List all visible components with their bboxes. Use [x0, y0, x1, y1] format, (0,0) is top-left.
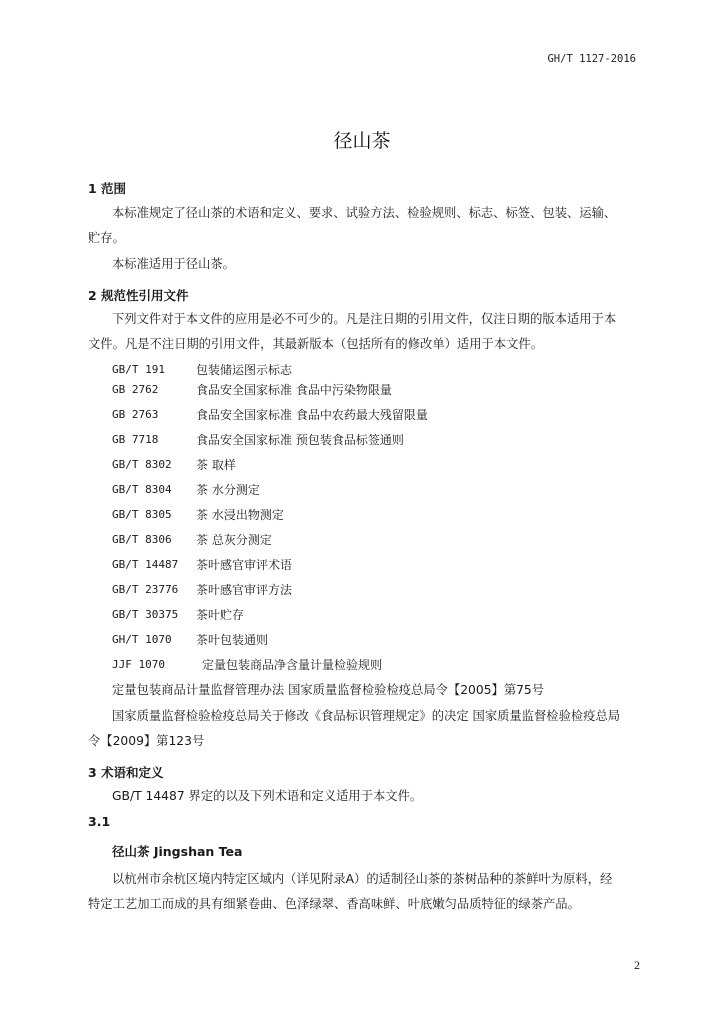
page-title: 径山茶 [333, 130, 391, 152]
reference-code: GB/T 8306 [112, 533, 172, 546]
section-1-heading: 1 范围 [88, 181, 127, 196]
reference-title: 茶叶感官审评方法 [196, 583, 293, 597]
reference-code: GB/T 14487 [112, 558, 179, 571]
reference-title: 食品安全国家标准 食品中农药最大残留限量 [196, 408, 428, 422]
document-code: GH/T 1127-2016 [547, 53, 636, 65]
reference-code: JJF 1070 [112, 658, 165, 671]
section-2-heading: 2 规范性引用文件 [88, 288, 189, 303]
reference-title: 包装储运图示标志 [196, 363, 293, 377]
reference-code: GB/T 191 [112, 363, 165, 376]
reference-code: GB 2763 [112, 408, 159, 421]
reference-title: 食品安全国家标准 食品中污染物限量 [196, 383, 392, 397]
reference-title: 茶 水分测定 [196, 483, 260, 497]
reference-code: GB/T 8302 [112, 458, 172, 471]
reference-code: GB/T 23776 [112, 583, 179, 596]
page-number: 2 [634, 958, 640, 972]
section-3-intro: GB/T 14487 界定的以及下列术语和定义适用于本文件。 [112, 789, 423, 803]
reference-title: 定量包装商品净含量计量检验规则 [202, 658, 383, 672]
reference-title: 茶 总灰分测定 [196, 533, 272, 547]
section-1-paragraph-2: 本标准适用于径山茶。 [112, 257, 235, 271]
reference-regulation-1: 定量包装商品计量监督管理办法 国家质量监督检验检疫总局令【2005】第75号 [112, 683, 545, 697]
section-1-paragraph-1-line-1: 本标准规定了径山茶的术语和定义、要求、试验方法、检验规则、标志、标签、包装、运输、 [112, 206, 617, 220]
reference-regulation-2-line-2: 令【2009】第123号 [88, 734, 205, 748]
reference-title: 茶叶贮存 [196, 608, 245, 622]
reference-code: GB 2762 [112, 383, 159, 396]
reference-title: 食品安全国家标准 预包装食品标签通则 [196, 433, 404, 447]
section-2-intro-line-1: 下列文件对于本文件的应用是必不可少的。凡是注日期的引用文件，仅注日期的版本适用于本 [112, 312, 617, 326]
clause-number: 3.1 [88, 814, 111, 829]
term-definition-line-1: 以杭州市余杭区境内特定区域内（详见附录A）的适制径山茶的茶树品种的茶鲜叶为原料，经 [112, 872, 613, 886]
reference-title: 茶叶感官审评术语 [196, 558, 293, 572]
section-3-heading: 3 术语和定义 [88, 765, 164, 780]
term-definition-line-2: 特定工艺加工而成的具有细紧卷曲、色泽绿翠、香高味鲜、叶底嫩匀品质特征的绿茶产品。 [88, 897, 580, 911]
reference-code: GH/T 1070 [112, 633, 172, 646]
reference-code: GB/T 30375 [112, 608, 179, 621]
reference-title: 茶 取样 [196, 458, 236, 472]
term-heading: 径山茶 Jingshan Tea [112, 844, 243, 859]
section-1-paragraph-1-line-2: 贮存。 [88, 231, 125, 245]
section-2-intro-line-2: 文件。凡是不注日期的引用文件，其最新版本（包括所有的修改单）适用于本文件。 [88, 337, 543, 351]
reference-title: 茶 水浸出物测定 [196, 508, 284, 522]
reference-title: 茶叶包装通则 [196, 633, 269, 647]
reference-code: GB/T 8304 [112, 483, 172, 496]
reference-code: GB 7718 [112, 433, 159, 446]
reference-code: GB/T 8305 [112, 508, 172, 521]
reference-regulation-2-line-1: 国家质量监督检验检疫总局关于修改《食品标识管理规定》的决定 国家质量监督检验检疫总局 [112, 709, 621, 723]
